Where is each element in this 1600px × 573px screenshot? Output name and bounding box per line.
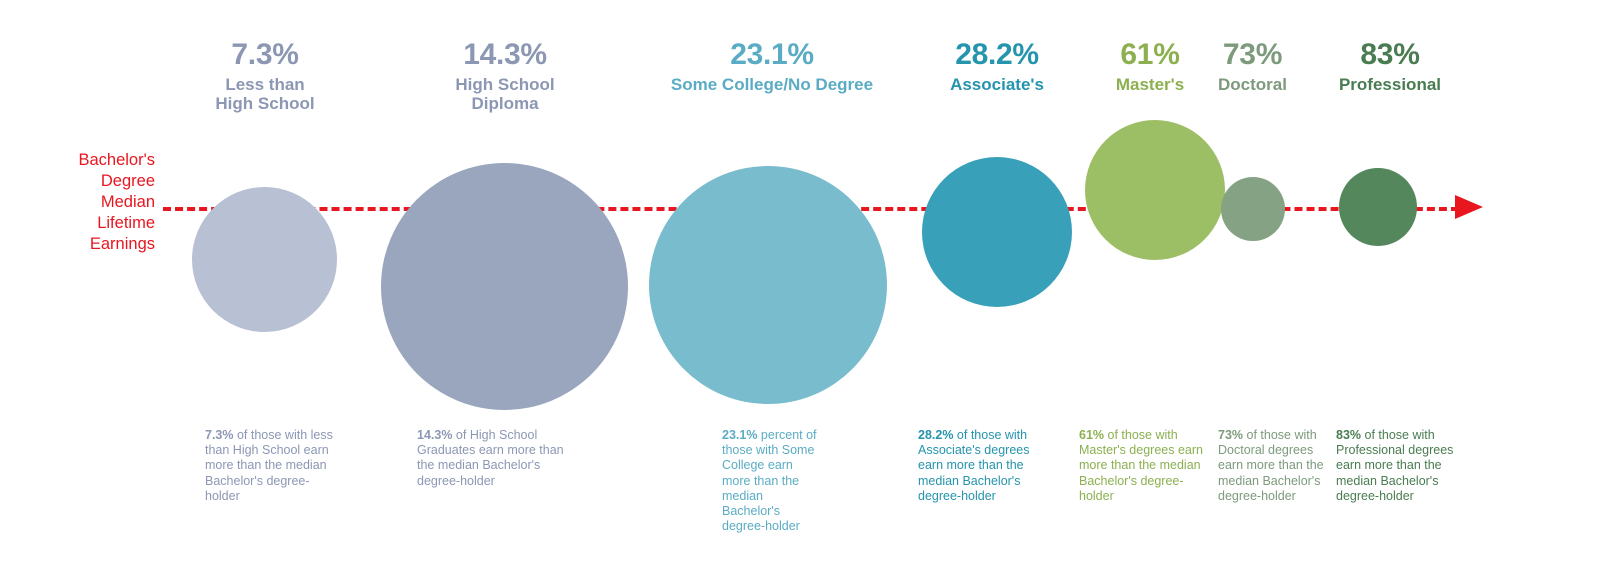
bubble-doctoral bbox=[1221, 177, 1285, 241]
note-text: of those with less than High School earn more than the median Bachelor's degree-holder bbox=[205, 428, 333, 503]
category-label-line-1: Associate's bbox=[950, 74, 1044, 94]
note-text: percent of those with Some College earn more than the median Bachelor's degree-holder bbox=[722, 428, 817, 534]
axis-label bbox=[20, 150, 155, 255]
axis-label-line-2: Degree bbox=[100, 172, 155, 190]
column-note bbox=[1336, 428, 1471, 504]
category-label-line-2: High School bbox=[215, 93, 315, 113]
bubble-area bbox=[642, 0, 902, 420]
category-label-line-1: Master's bbox=[1115, 74, 1185, 94]
column-note bbox=[205, 428, 340, 504]
column-some-college bbox=[642, 0, 902, 573]
value-label: 61% bbox=[1120, 38, 1180, 71]
bubble-area bbox=[175, 0, 355, 420]
category-label-line-1: Some College/No Degree bbox=[670, 74, 874, 94]
value-label: 23.1% bbox=[730, 38, 814, 71]
category-label-line-1: Less than bbox=[225, 74, 305, 94]
axis-label-line-3: Median bbox=[100, 193, 155, 211]
column-note bbox=[918, 428, 1043, 504]
axis-label-line-4: Lifetime bbox=[97, 214, 155, 232]
value-label: 7.3% bbox=[231, 38, 299, 71]
bubble-high-school-diploma bbox=[381, 163, 628, 410]
column-less-than-high-school bbox=[175, 0, 355, 573]
bubble-professional bbox=[1339, 168, 1417, 246]
value-label: 83% bbox=[1360, 38, 1420, 71]
column-doctoral bbox=[1185, 0, 1324, 573]
note-text: of those with Associate's degrees earn more than the median Bachelor's degree-holder bbox=[918, 428, 1030, 503]
note-value: 23.1% bbox=[722, 428, 758, 442]
value-label: 28.2% bbox=[955, 38, 1039, 71]
note-value: 73% bbox=[1218, 428, 1244, 442]
note-text: of those with Professional degrees earn more than the median Bachelor's degree-holder bbox=[1336, 428, 1454, 503]
bubble-area bbox=[1185, 0, 1320, 420]
note-value: 14.3% bbox=[417, 428, 453, 442]
column-note bbox=[722, 428, 817, 534]
category-label-line-2: Diploma bbox=[471, 93, 539, 113]
axis-label-line-5: Earnings bbox=[89, 235, 155, 253]
column-high-school-diploma bbox=[380, 0, 630, 573]
note-value: 7.3% bbox=[205, 428, 234, 442]
note-text: of those with Doctoral degrees earn more than the median Bachelor's degree-holder bbox=[1218, 428, 1324, 503]
note-text: of those with Master's degrees earn more than the median Bachelor's degree-holder bbox=[1079, 428, 1203, 503]
bubble-less-than-high-school bbox=[192, 187, 337, 332]
bubble-some-college bbox=[649, 166, 887, 404]
category-label-line-1: High School bbox=[455, 74, 555, 94]
bubble-area bbox=[1310, 0, 1470, 420]
note-value: 83% bbox=[1336, 428, 1362, 442]
note-text: of High School Graduates earn more than the median Bachelor's degree-holder bbox=[417, 428, 564, 488]
value-label: 14.3% bbox=[463, 38, 547, 71]
column-professional bbox=[1310, 0, 1470, 573]
value-label: 73% bbox=[1222, 38, 1283, 71]
note-value: 61% bbox=[1079, 428, 1105, 442]
category-label-line-1: Doctoral bbox=[1218, 74, 1287, 94]
axis-label-line-1: Bachelor's bbox=[78, 151, 155, 169]
category-label-line-1: Professional bbox=[1338, 74, 1442, 94]
bubble-associates bbox=[922, 157, 1072, 307]
note-value: 28.2% bbox=[918, 428, 954, 442]
bubble-area bbox=[380, 0, 630, 420]
column-note bbox=[417, 428, 577, 489]
